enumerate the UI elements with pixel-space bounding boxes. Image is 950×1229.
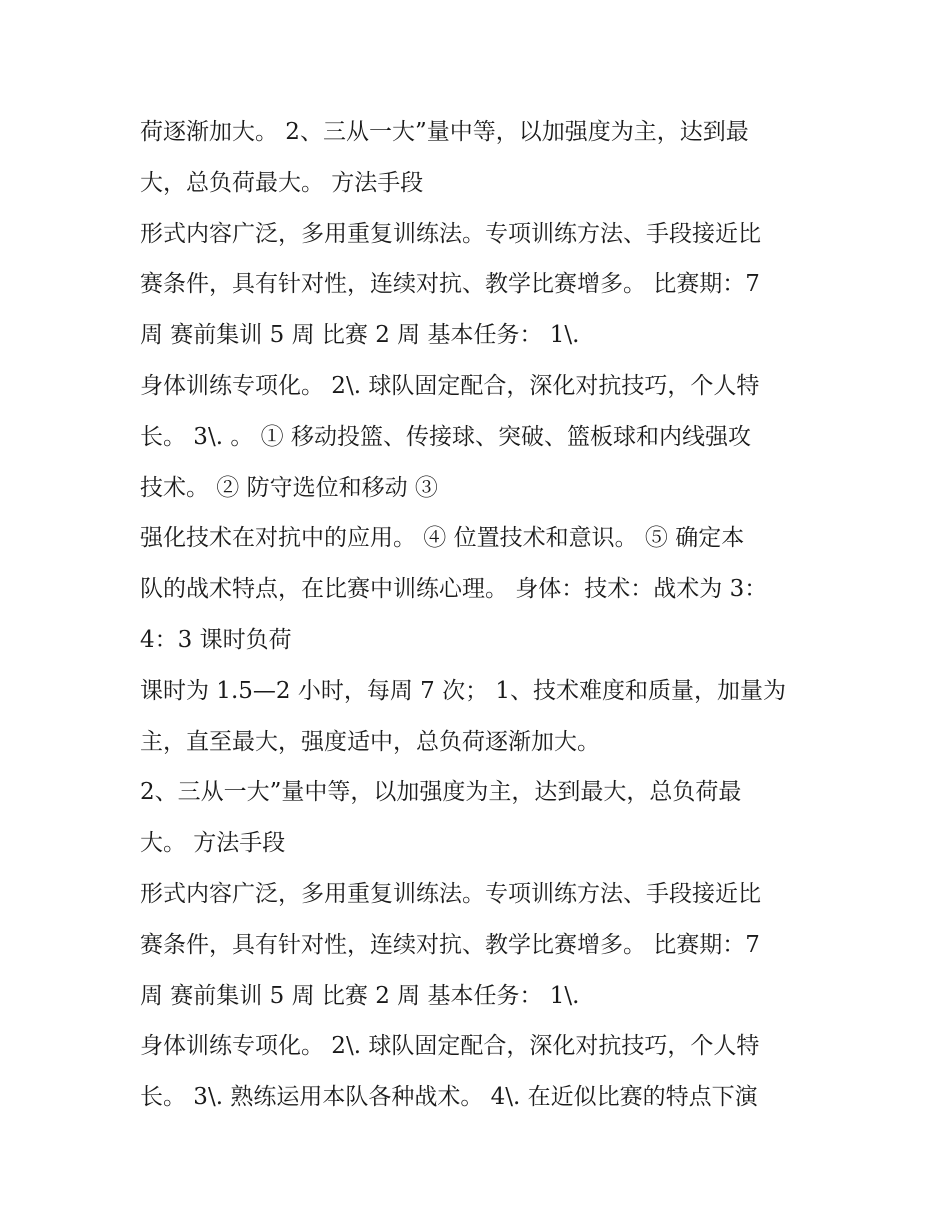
text-line-2: 大，总负荷最大。 方法手段 (140, 169, 424, 196)
text-line-13: 主，直至最大，强度适中，总负荷逐渐加大。 (140, 728, 600, 755)
text-line-17: 赛条件，具有针对性，连续对抗、教学比赛增多。 比赛期：7 (140, 931, 760, 958)
text-line-1: 荷逐渐加大。 2、三从一大”量中等，以加强度为主，达到最 (140, 119, 749, 145)
text-line-11: 4：3 课时负荷 (140, 626, 292, 653)
text-line-14: 2、三从一大”量中等，以加强度为主，达到最大，总负荷最 (140, 779, 742, 806)
text-line-7: 长。 3\. 。 ① 移动投篮、传接球、突破、篮板球和内线强攻 (140, 423, 751, 450)
text-line-10: 队的战术特点，在比赛中训练心理。 身体：技术：战术为 3： (140, 576, 768, 603)
body-text (140, 107, 830, 1123)
text-line-16: 形式内容广泛，多用重复训练法。专项训练方法、手段接近比 (140, 880, 761, 907)
text-line-8: 技术。 ② 防守选位和移动 ③ (140, 474, 438, 501)
text-line-12: 课时为 1.5—2 小时，每周 7 次； 1、技术难度和质量，加量为 (140, 677, 787, 704)
text-line-9: 强化技术在对抗中的应用。 ④ 位置技术和意识。 ⑤ 确定本 (140, 525, 745, 552)
text-line-20: 长。 3\. 熟练运用本队各种战术。 4\. 在近似比赛的特点下演 (140, 1084, 758, 1111)
text-line-3: 形式内容广泛，多用重复训练法。专项训练方法、手段接近比 (140, 220, 761, 247)
text-line-19: 身体训练专项化。 2\. 球队固定配合，深化对抗技巧，个人特 (140, 1033, 760, 1060)
text-line-15: 大。 方法手段 (140, 830, 286, 857)
text-line-4: 赛条件，具有针对性，连续对抗、教学比赛增多。 比赛期：7 (140, 271, 760, 298)
text-line-6: 身体训练专项化。 2\. 球队固定配合，深化对抗技巧，个人特 (140, 372, 760, 399)
text-line-18: 周 赛前集训 5 周 比赛 2 周 基本任务： 1\. (140, 982, 580, 1009)
text-line-5: 周 赛前集训 5 周 比赛 2 周 基本任务： 1\. (140, 322, 580, 349)
